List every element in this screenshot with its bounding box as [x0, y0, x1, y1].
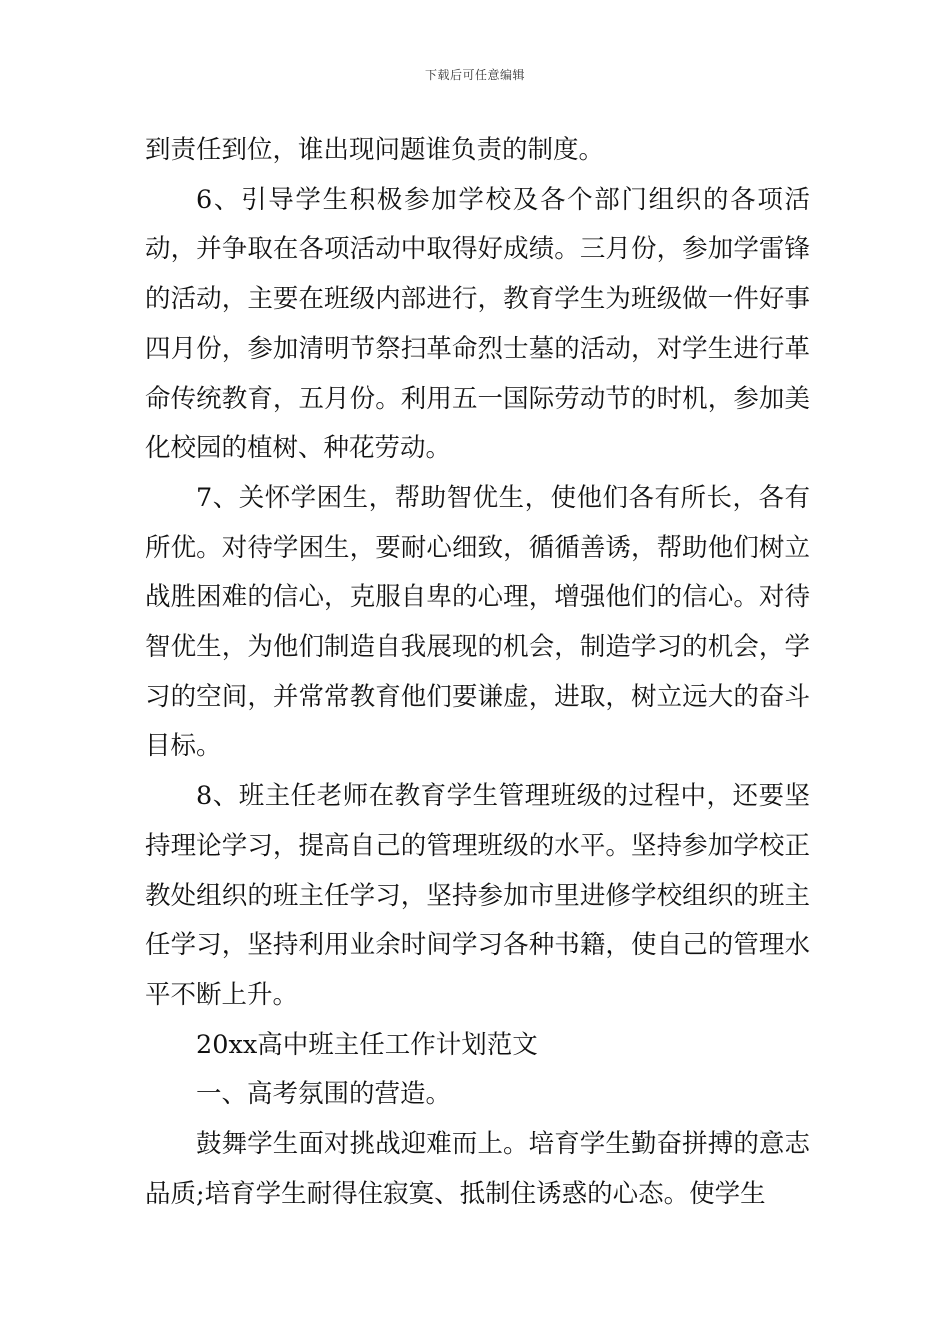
paragraph-encourage: 鼓舞学生面对挑战迎难而上。培育学生勤奋拼搏的意志品质;培育学生耐得住寂寞、抵制住诱惑的心态。使学生 — [145, 1129, 810, 1209]
section-heading-1: 一、高考氛围的营造。 — [196, 1079, 452, 1110]
paragraph-continuation: 到责任到位，谁出现问题谁负责的制度。 — [145, 135, 605, 165]
paragraph-item-8: 8、班主任老师在教育学生管理班级的过程中，还要坚持理论学习，提高自己的管理班级的水平。坚持参加学校正教处组织的班主任学习，坚持参加市里进修学校组织的班主任学习，坚持利用业余时间学习各种书籍，使自己的管理水平不断上升。 — [145, 781, 810, 1010]
paragraph-item-6: 6、引导学生积极参加学校及各个部门组织的各项活动，并争取在各项活动中取得好成绩。三月份，参加学雷锋的活动，主要在班级内部进行，教育学生为班级做一件好事四月份，参加清明节祭扫革命烈士墓的活动，对学生进行革命传统教育，五月份。利用五一国际劳动节的时机，参加美化校园的植树、种花劳动。 — [145, 184, 810, 464]
section-title: 20xx高中班主任工作计划范文 — [196, 1029, 538, 1060]
page-header: 下载后可任意编辑 — [424, 68, 525, 82]
paragraph-item-7: 7、关怀学困生，帮助智优生，使他们各有所长，各有所优。对待学困生，要耐心细致，循循善诱，帮助他们树立战胜困难的信心，克服自卑的心理，增强他们的信心。对待智优生，为他们制造自我展现的机会，制造学习的机会，学习的空间，并常常教育他们要谦虚，进取，树立远大的奋斗目标。 — [145, 482, 810, 762]
document-body — [145, 126, 810, 1219]
